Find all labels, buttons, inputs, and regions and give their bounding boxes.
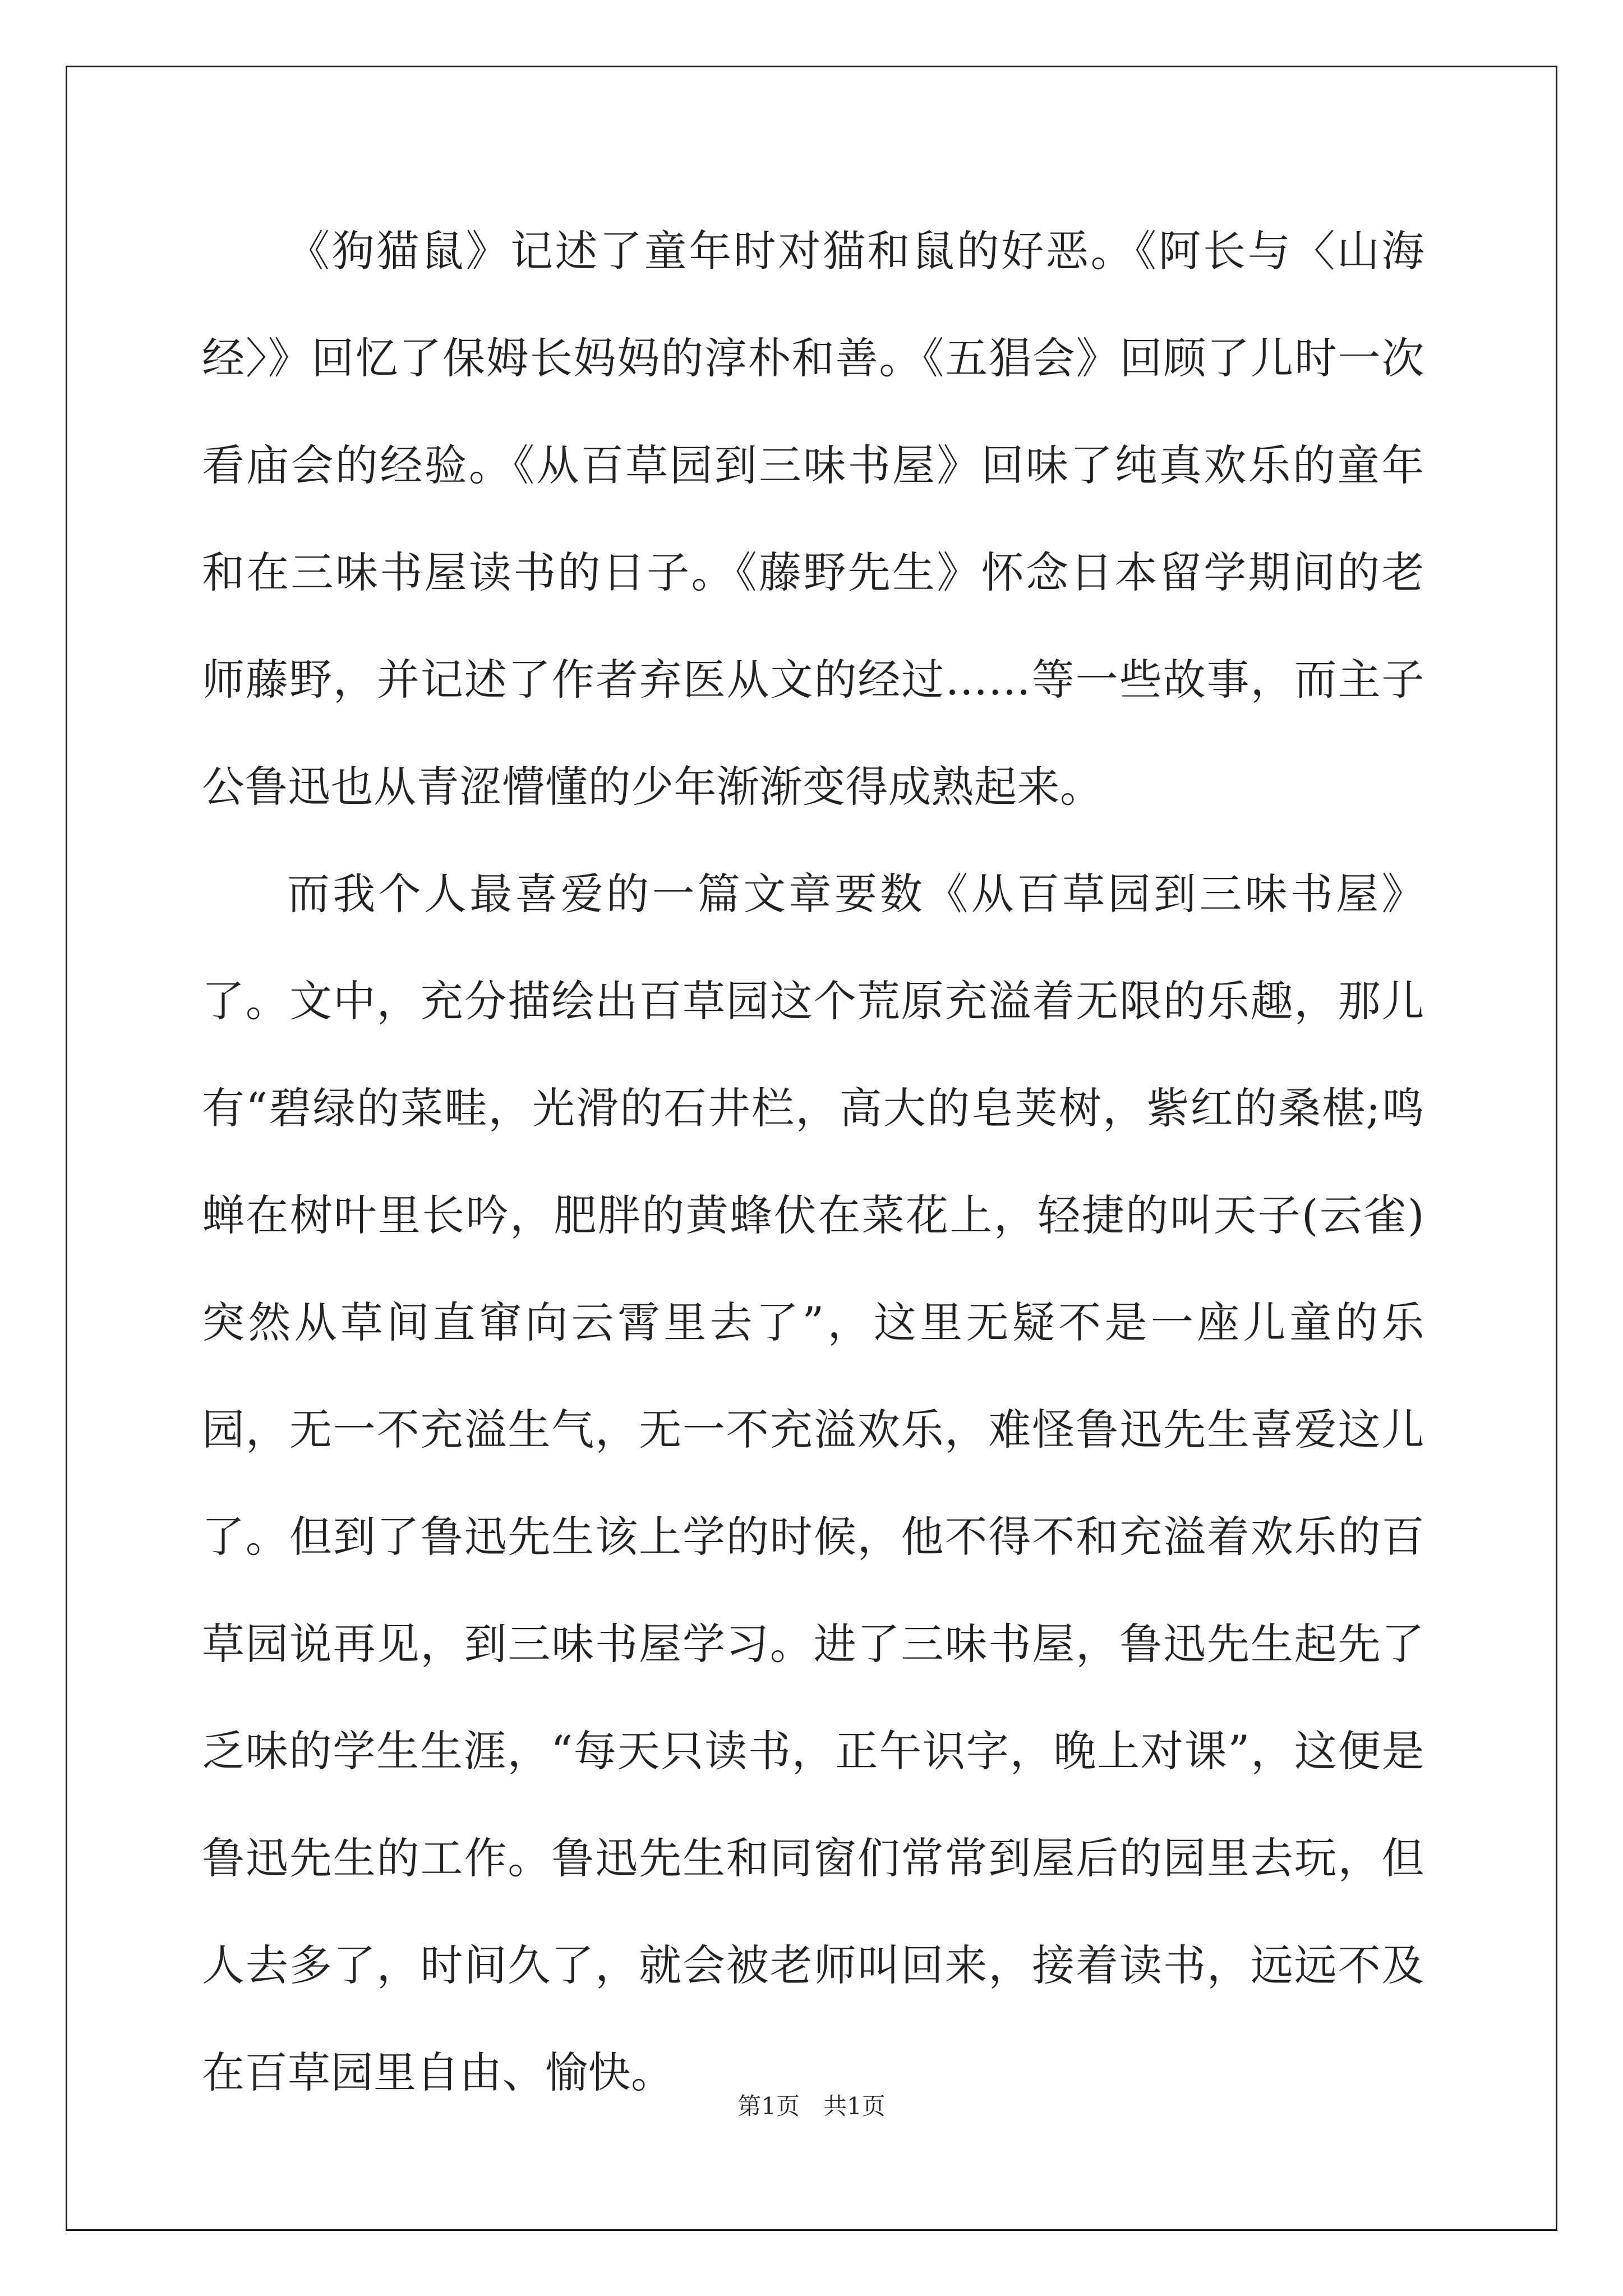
paragraph-2: 而我个人最喜爱的一篇文章要数《从百草园到三味书屋》了。文中，充分描绘出百草园这个荒原充溢着无限的乐趣，那儿有“碧绿的菜畦，光滑的石井栏，高大的皂荚树，紫红的桑椹;鸣蝉在树叶里长吟，肥胖的黄蜂伏在菜花上，轻捷的叫天子(云雀)突然从草间直窜向云霄里去了”，这里无疑不是一座儿童的乐园，无一不充溢生气，无一不充溢欢乐，难怪鲁迅先生喜爱这儿了。但到了鲁迅先生该上学的时候，他不得不和充溢着欢乐的百草园说再见，到三味书屋学习。进了三味书屋，鲁迅先生起先了乏味的学生生涯，“每天只读书，正午识字，晚上对课”，这便是鲁迅先生的工作。鲁迅先生和同窗们常常到屋后的园里去玩，但人去多了，时间久了，就会被老师叫回来，接着读书，远远不及在百草园里自由、愉快。 xyxy=(202,869,1424,2097)
paragraph-1: 《狗猫鼠》记述了童年时对猫和鼠的好恶。《阿长与〈山海经〉》回忆了保姆长妈妈的淳朴和善。《五猖会》回顾了儿时一次看庙会的经验。《从百草园到三味书屋》回味了纯真欢乐的童年和在三味书屋读书的日子。《藤野先生》怀念日本留学期间的老师藤野，并记述了作者弃医从文的经过……等一些故事，而主子公鲁迅也从青涩懵懂的少年渐渐变得成熟起来。 xyxy=(202,226,1424,812)
document-body xyxy=(202,197,1424,2126)
page-footer: 第1页 共1页 xyxy=(737,2092,886,2120)
